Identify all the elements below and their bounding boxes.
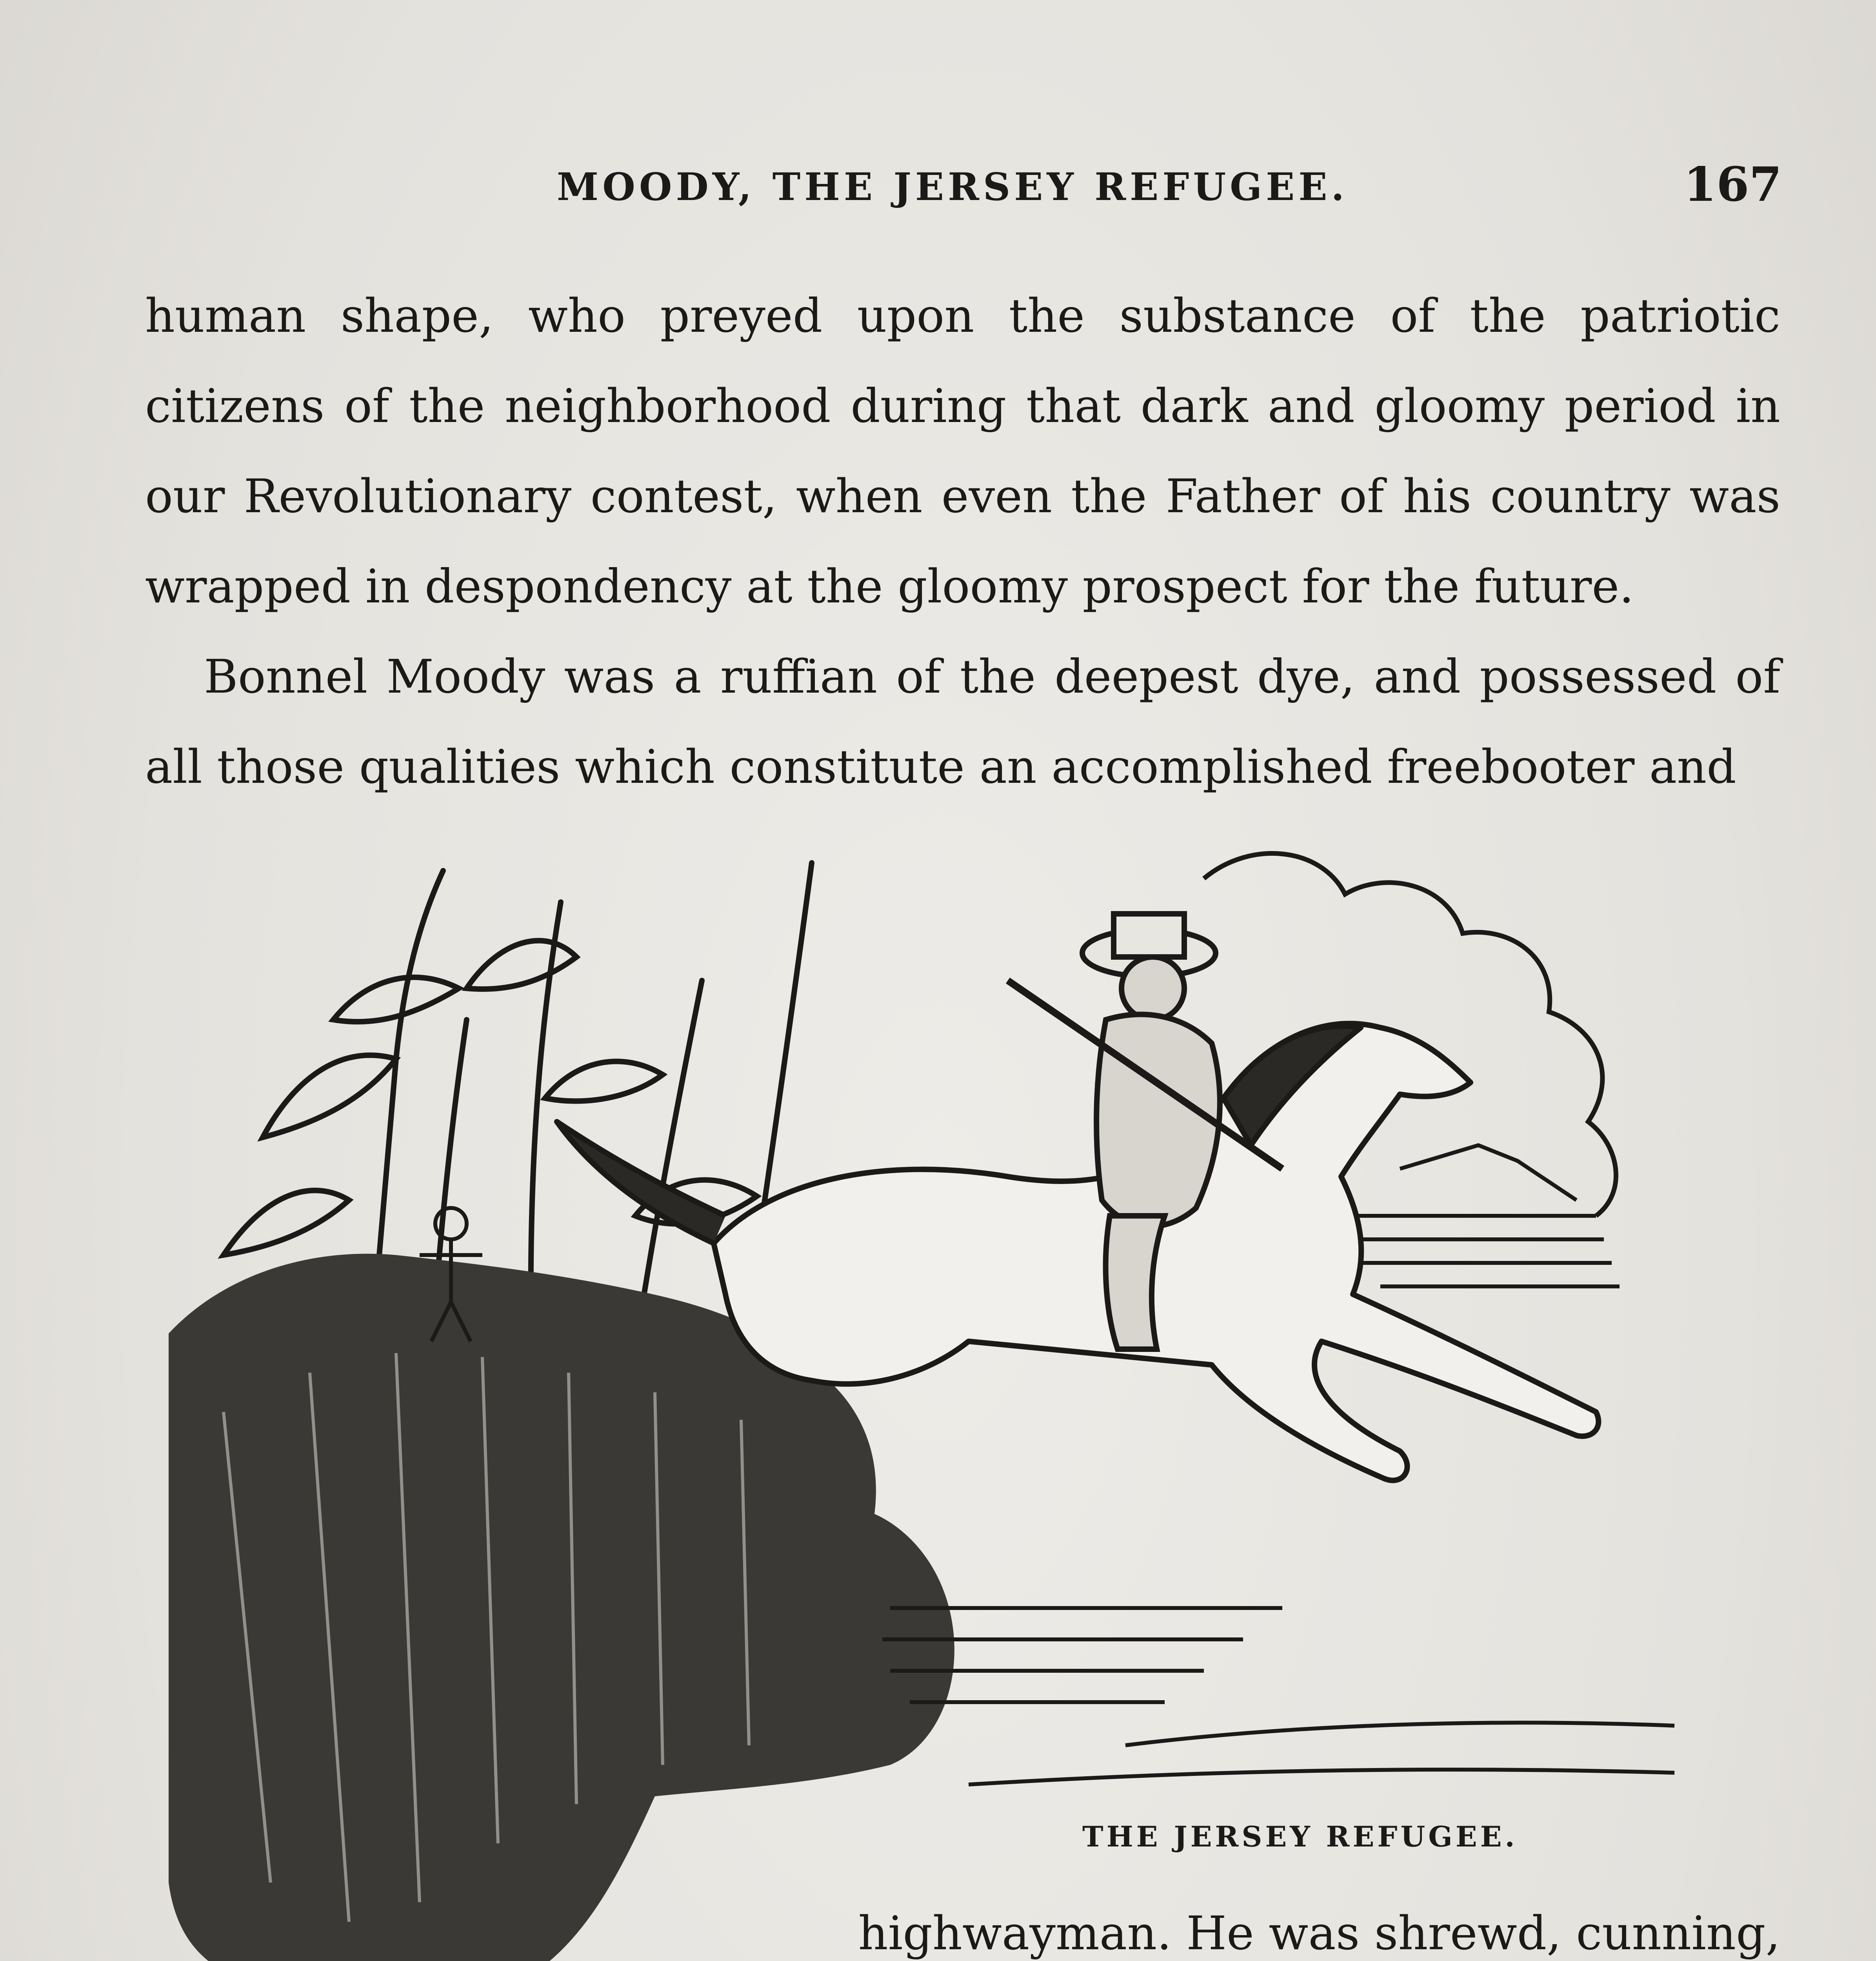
paragraph-2-start: Bonnel Moody was a ruffian of the deepest dye, and possessed of all those qualities which constitute an accomplished freebooter and [145,649,1780,794]
page-number: 167 [1683,157,1782,212]
engraving-illustration [145,824,1780,1961]
wrapped-line-1: highwayman. He was shrewd, cunning, [858,1906,1780,1960]
paragraph-1: human shape, who preyed upon the substance of the patriotic citizens of the neighborhood during that dark and gloomy period in our Revolutionary contest, when even the Father of his country was wrapped in despondency at the gloomy prospect for the future. [145,289,1780,613]
running-head: MOODY, THE JERSEY REFUGEE. [557,165,1348,209]
illustration-caption: THE JERSEY REFUGEE. [1082,1820,1518,1853]
page-header [557,157,1782,224]
